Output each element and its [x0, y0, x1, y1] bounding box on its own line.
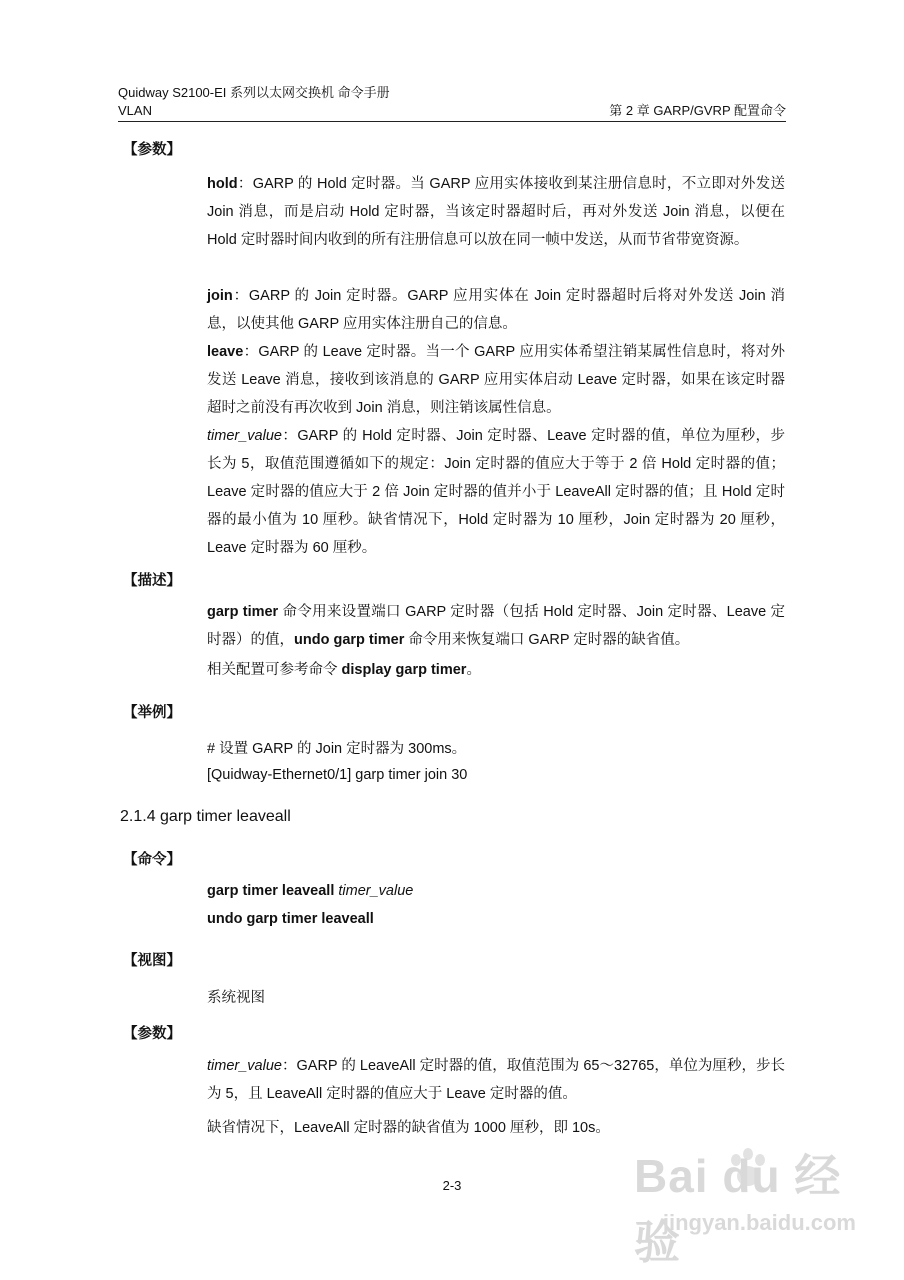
param-leaveall-value: timer_value：GARP 的 LeaveAll 定时器的值，取值范围为 65～32765，单位为厘秒，步长为 5，且 LeaveAll 定时器的值应大于 Leave 定时器的值。	[207, 1058, 785, 1102]
manual-title: Quidway S2100-EI 系列以太网交换机 命令手册	[118, 85, 390, 100]
page-header	[118, 84, 786, 122]
section-label-view: 【视图】	[123, 953, 181, 969]
command-syntax: garp timer leaveall timer_value	[207, 883, 414, 899]
param-hold: hold：GARP 的 Hold 定时器。当 GARP 应用实体接收到某注册信息时，不立即对外发送 Join 消息，而是启动 Hold 定时器，当该定时器超时后，再对外发送 Join 消息，以便在 Hold 定时器时间内收到的所有注册信息可以放在同一帧中发送，从而节省带宽资源。	[207, 176, 785, 248]
undo-command-syntax: undo garp timer leaveall	[207, 911, 374, 927]
example-comment: # 设置 GARP 的 Join 定时器为 300ms。	[207, 741, 467, 757]
description-related: 相关配置可参考命令 display garp timer。	[207, 662, 481, 678]
section-label-example: 【举例】	[123, 705, 181, 721]
header-left: VLAN	[118, 103, 152, 118]
header-rule	[118, 121, 786, 122]
header-right: 第 2 章 GARP/GVRP 配置命令	[609, 103, 786, 118]
watermark-logo: Bai du 经验	[634, 1150, 842, 1268]
view-text: 系统视图	[207, 990, 265, 1006]
watermark-url: jingyan.baidu.com	[662, 1210, 856, 1235]
param-timer-value: timer_value：GARP 的 Hold 定时器、Join 定时器、Leave 定时器的值，单位为厘秒，步长为 5，取值范围遵循如下的规定：Join 定时器的值应大于等于 2 倍 Hold 定时器的值；Leave 定时器的值应大于 2 倍 Join 定时器的值并小于 LeaveAll 定时器的值；且 Hold 定时器的最小值为 10 厘秒。缺省情况下，Hold 定时器为 10 厘秒，Join 定时器为 20 厘秒，Leave 定时器为 60 厘秒。	[207, 428, 785, 556]
section-label-description: 【描述】	[123, 573, 181, 589]
section-label-params-2: 【参数】	[123, 1026, 181, 1042]
page-number: 2-3	[442, 1178, 462, 1193]
param-leave: leave：GARP 的 Leave 定时器。当一个 GARP 应用实体希望注销某属性信息时，将对外发送 Leave 消息，接收到该消息的 GARP 应用实体启动 Leave 定时器，如果在该定时器超时之前没有再次收到 Join 消息，则注销该属性信息。	[207, 344, 785, 416]
description-text: garp timer 命令用来设置端口 GARP 定时器（包括 Hold 定时器、Join 定时器、Leave 定时器）的值，undo garp timer 命令用来恢复端口 GARP 定时器的缺省值。	[207, 604, 785, 648]
subsection-heading: 2.1.4 garp timer leaveall	[120, 808, 291, 825]
section-label-params: 【参数】	[123, 142, 181, 158]
param-join: join：GARP 的 Join 定时器。GARP 应用实体在 Join 定时器超时后将对外发送 Join 消息，以使其他 GARP 应用实体注册自己的信息。	[207, 288, 785, 332]
baidu-watermark	[634, 1140, 864, 1268]
default-value-note: 缺省情况下，LeaveAll 定时器的缺省值为 1000 厘秒，即 10s。	[207, 1120, 610, 1136]
example-command: [Quidway-Ethernet0/1] garp timer join 30	[207, 767, 468, 783]
section-label-command: 【命令】	[123, 852, 181, 868]
